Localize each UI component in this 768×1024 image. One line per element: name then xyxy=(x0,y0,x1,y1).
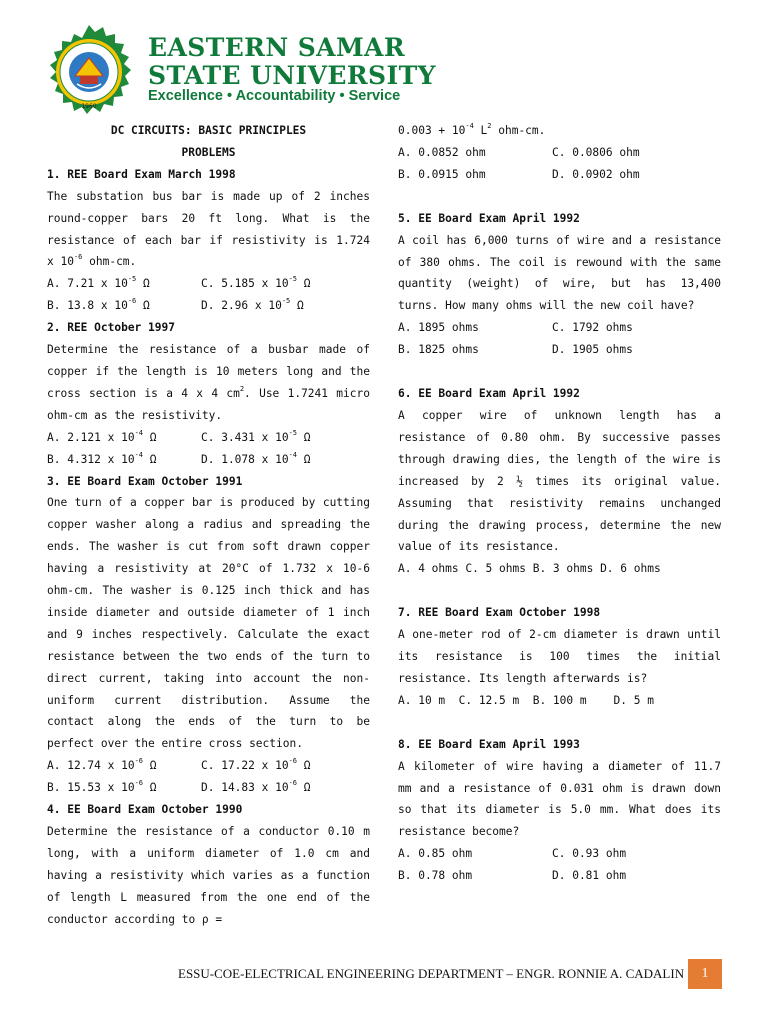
problem-8-options xyxy=(398,843,721,887)
right-column xyxy=(398,120,721,887)
option: C. 0.93 ohm xyxy=(552,847,627,861)
option: D. 0.81 ohm xyxy=(552,869,627,883)
option: D. 14.83 x $10^{-6}$ Ω xyxy=(201,779,311,795)
problem-7-heading: 7. REE Board Exam October 1998 xyxy=(398,606,601,620)
option: C. 0.0806 ohm xyxy=(552,145,640,159)
option: B. 0.78 ohm xyxy=(398,869,473,883)
problem-3-body: One turn of a copper bar is produced by cutting copper washer along a radius and spreading the ends. The washer is cut from soft drawn copper having a resistivity at 20°C of 1.732 x 10-6 ohm-cm. The washer is 0.125 inch thick and has inside diameter and outside diameter of 1 inch and 9 inches respectively. Calculate the exact resistance between the two ends of the turn to direct current, taking into account the non-uniform current distribution. Assume the contact along the ends of the turn to be perfect over the entire cross section. xyxy=(47,496,370,751)
problem-7-options: A. 10 m C. 12.5 m B. 100 m D. 5 m xyxy=(398,693,654,707)
university-name xyxy=(148,33,436,90)
problem-5-body: A coil has 6,000 turns of wire and a resistance of 380 ohms. The coil is rewound with the same quantity (weight) of wire, but has 13,400 turns. How many ohms will the new coil have? xyxy=(398,233,721,313)
problem-6-heading: 6. EE Board Exam April 1992 xyxy=(398,387,580,401)
problem-1-options xyxy=(47,273,370,317)
option: C. 3.431 x $10^{-5}$ Ω xyxy=(201,428,311,444)
university-seal-logo xyxy=(38,24,140,120)
problem-5-options xyxy=(398,317,721,361)
problem-4-body: Determine the resistance of a conductor 0.10 m long, with a uniform diameter of 1.0 cm and having a resistivity which varies as a function of length L measured from the one end of the conductor according to ρ = xyxy=(47,825,370,926)
problem-8-body: A kilometer of wire having a diameter of 11.7 mm and a resistance of 0.031 ohm is drawn down so that its diameter is 5.0 mm. What does its resistance become? xyxy=(398,759,721,839)
option: D. 2.96 x $10^{-5}$ Ω xyxy=(201,297,304,313)
option: A. 0.85 ohm xyxy=(398,847,473,861)
problem-6-options: A. 4 ohms C. 5 ohms B. 3 ohms D. 6 ohms xyxy=(398,562,661,576)
problem-3-heading: 3. EE Board Exam October 1991 xyxy=(47,474,243,488)
problem-6-body: A copper wire of unknown length has a resistance of 0.80 ohm. By successive passes through drawing dies, the length of the wire is increased by 2 ½ times its original value. Assuming that resistivity remains unchanged during the drawing process, determine the new value of its resistance. xyxy=(398,408,721,554)
document-title-line1: DC CIRCUITS: BASIC PRINCIPLES xyxy=(110,124,307,137)
university-tagline: Excellence • Accountability • Service xyxy=(148,88,401,104)
logo-year: 1960 xyxy=(81,103,97,110)
problem-4-heading: 4. EE Board Exam October 1990 xyxy=(47,803,243,817)
university-name-line1: EASTERN SAMAR xyxy=(148,33,405,62)
problem-5-heading: 5. EE Board Exam April 1992 xyxy=(398,211,580,225)
option: B. 4.312 x $10^{-4}$ Ω xyxy=(47,450,157,466)
page-footer: ESSU-COE-ELECTRICAL ENGINEERING DEPARTMENT – ENGR. RONNIE A. CADALIN xyxy=(178,966,685,981)
option: A. 1895 ohms xyxy=(398,321,479,335)
option: A. 12.74 x $10^{-6}$ Ω xyxy=(47,757,157,773)
problem-7-body: A one-meter rod of 2-cm diameter is drawn until its resistance is 100 times the initial resistance. Its length afterwards is? xyxy=(398,628,721,685)
problem-3-options xyxy=(47,755,370,799)
option: A. 2.121 x $10^{-4}$ Ω xyxy=(47,428,157,444)
problem-8-heading: 8. EE Board Exam April 1993 xyxy=(398,737,580,751)
option: B. 0.0915 ohm xyxy=(398,167,486,181)
problem-2-heading: 2. REE October 1997 xyxy=(47,321,175,335)
option: C. 1792 ohms xyxy=(552,321,633,335)
option: A. 7.21 x $10^{-5}$ Ω xyxy=(47,275,150,291)
option: B. 13.8 x $10^{-6}$ Ω xyxy=(47,297,150,313)
university-name-line2: STATE UNIVERSITY xyxy=(148,61,436,90)
document-title-line2: PROBLEMS xyxy=(181,145,236,159)
problem-1-heading: 1. REE Board Exam March 1998 xyxy=(47,167,236,181)
problem-4-options xyxy=(398,142,721,186)
page-number: 1 xyxy=(688,959,722,989)
problem-2-body: Determine the resistance of a busbar made of copper if the length is 10 meters long and the cross section is a 4 x 4 $cm^2$. Use 1.7241 micro ohm-cm as the resistivity. xyxy=(47,343,370,422)
option: C. 5.185 x $10^{-5}$ Ω xyxy=(201,275,311,291)
option: B. 15.53 x $10^{-6}$ Ω xyxy=(47,779,157,795)
problem-4-body-continued: $0.003 + 10^{-4}$ $L^2$ ohm-cm. xyxy=(398,122,546,137)
option: B. 1825 ohms xyxy=(398,343,479,357)
option: D. 1.078 x $10^{-4}$ Ω xyxy=(201,450,311,466)
option: D. 1905 ohms xyxy=(552,343,633,357)
option: C. 17.22 x $10^{-6}$ Ω xyxy=(201,757,311,773)
problem-1-body: The substation bus bar is made up of 2 inches round-copper bars 20 ft long. What is the resistance of each bar if resistivity is 1.724 x $10^{-6}$ ohm-cm. xyxy=(47,189,370,269)
problem-2-options xyxy=(47,427,370,471)
option: D. 0.0902 ohm xyxy=(552,167,640,181)
left-column xyxy=(47,120,370,931)
option: A. 0.0852 ohm xyxy=(398,145,486,159)
